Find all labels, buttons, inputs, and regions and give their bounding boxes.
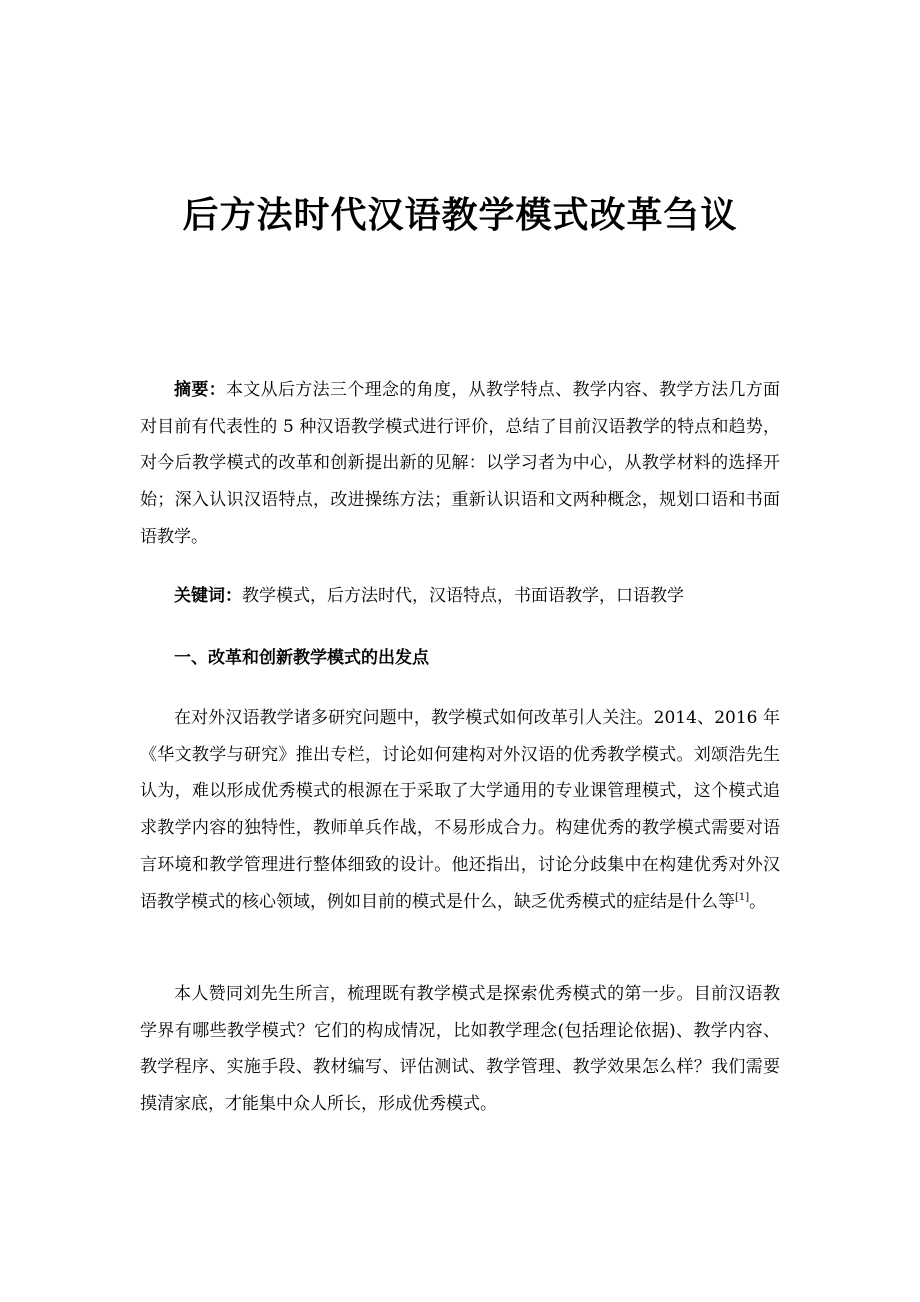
citation-ref: [1] — [735, 891, 750, 903]
body-paragraph-2 — [140, 976, 780, 1123]
body-paragraph-1-text: 在对外汉语教学诸多研究问题中，教学模式如何改革引人关注。2014、2016 年《华文教学与研究》推出专栏，讨论如何建构对外汉语的优秀教学模式。刘颂浩先生认为，难以形成优秀模式的根源在于采取了大学通用的专业课管理模式，这个模式追求教学内容的独特性，教师单兵作战，不易形成合力。构建优秀的教学模式需要对语言环境和教学管理进行整体细致的设计。他还指出，讨论分歧集中在构建优秀对外汉语教学模式的核心领域，例如目前的模式是什么，缺乏优秀模式的症结是什么等 — [140, 708, 780, 912]
abstract-paragraph — [140, 372, 780, 556]
keywords-text: 教学模式，后方法时代，汉语特点，书面语教学，口语教学 — [242, 586, 684, 606]
body-paragraph-1-end: 。 — [749, 891, 767, 912]
document-title: 后方法时代汉语教学模式改革刍议 — [182, 194, 738, 236]
body-paragraph-2-text: 本人赞同刘先生所言，梳理既有教学模式是探索优秀模式的第一步。目前汉语教学界有哪些教学模式？它们的构成情况，比如教学理念(包括理论依据)、教学内容、教学程序、实施手段、教材编写、评估测试、教学管理、教学效果怎么样？我们需要摸清家底，才能集中众人所长，形成优秀模式。 — [140, 984, 780, 1115]
keywords-paragraph — [140, 578, 780, 615]
abstract-label: 摘要： — [174, 380, 226, 400]
body-paragraph-1 — [140, 700, 780, 920]
section-heading: 一、改革和创新教学模式的出发点 — [174, 648, 429, 668]
abstract-text: 本文从后方法三个理念的角度，从教学特点、教学内容、教学方法几方面对目前有代表性的 5 种汉语教学模式进行评价，总结了目前汉语教学的特点和趋势，对今后教学模式的改革和创新提出新的见解：以学习者为中心，从教学材料的选择开始；深入认识汉语特点，改进操练方法；重新认识语和文两种概念，规划口语和书面语教学。 — [140, 380, 781, 547]
keywords-label: 关键词： — [174, 586, 242, 606]
